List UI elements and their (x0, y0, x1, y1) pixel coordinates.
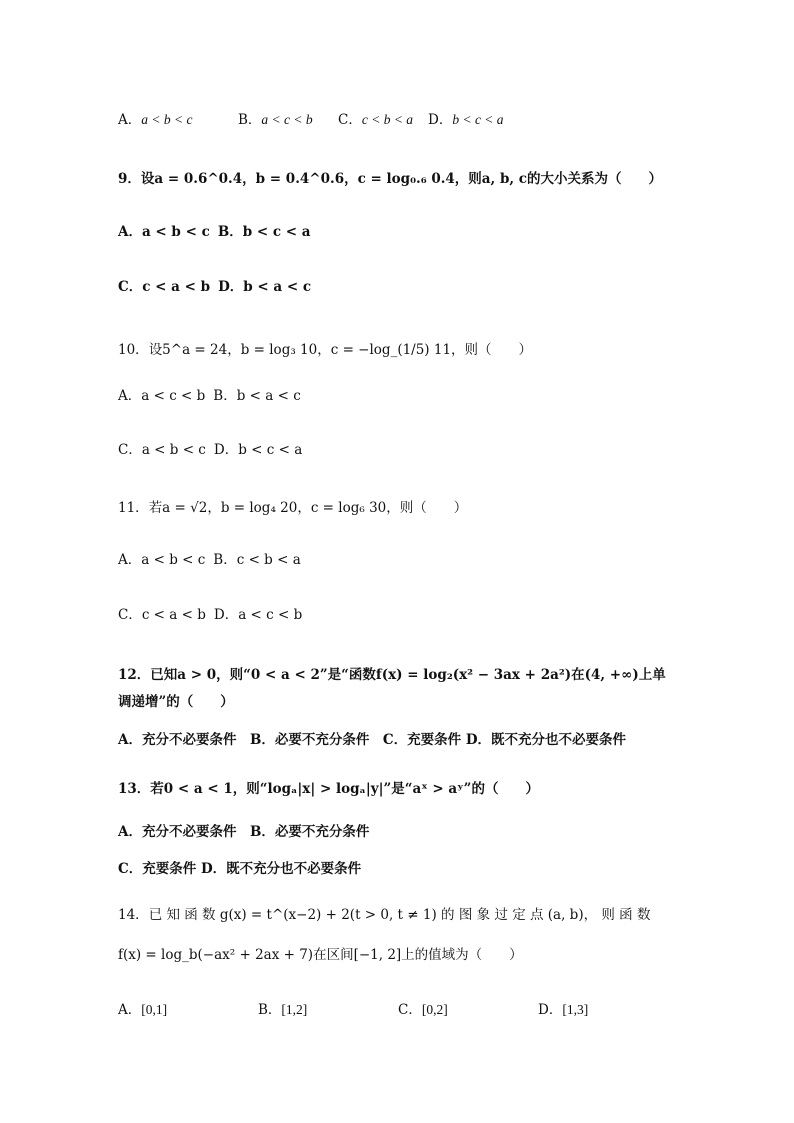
question-12-continued (118, 690, 234, 710)
question-text: 已知a > 0，则“0 < a < 2”是“函数f(x) = log₂(x² − 3ax + 2a²)在(4, +∞)上单 (150, 667, 666, 683)
q14-option-b (258, 998, 307, 1018)
q9-options-row-1 (118, 220, 311, 240)
option-math: [1,2] (281, 1002, 308, 1017)
option-label: A． (118, 1002, 142, 1018)
q14-option-c (398, 998, 448, 1018)
option-label: C． (338, 112, 362, 128)
question-13 (118, 777, 539, 797)
question-text: 设a = 0.6^0.4，b = 0.4^0.6，c = log₀.₆ 0.4，则a, b, c的大小关系为（ ） (140, 171, 663, 187)
q13-options-row-2 (118, 857, 361, 877)
q10-options-row-2 (118, 438, 302, 458)
question-number: 10． (118, 342, 149, 358)
option-c: C．a < b < c (118, 442, 206, 458)
options-text: C．充要条件 D．既不充分也不必要条件 (118, 861, 362, 877)
option-math: [0,2] (421, 1002, 448, 1017)
question-14-continued (118, 943, 523, 963)
question-14 (118, 903, 650, 923)
question-number: 14． (118, 907, 149, 923)
option-math: a < c < b (261, 112, 313, 127)
option-label: A． (118, 112, 142, 128)
option-label: B． (238, 112, 262, 128)
question-9 (118, 167, 662, 187)
option-a: A．a < b < c (118, 224, 210, 240)
option-math: a < b < c (141, 112, 193, 127)
question-text: 若a = √2，b = log₄ 20，c = log₆ 30，则（ ） (148, 500, 468, 516)
option-d: D．b < c < a (213, 442, 303, 458)
question-text: 若0 < a < 1，则“logₐ|x| > logₐ|y|”是“aˣ > aʸ”的（ ） (150, 781, 539, 797)
q11-options-row-1 (118, 548, 301, 568)
q11-options-row-2 (118, 603, 302, 623)
question-text: 设5^a = 24，b = log₃ 10，c = −log_(1/5) 11，则（ ） (148, 342, 533, 358)
question-number: 13． (118, 781, 151, 797)
question-11 (118, 496, 467, 516)
question-text: 调递增”的（ ） (118, 694, 234, 710)
option-d: D．b < a < c (218, 279, 312, 295)
option-label: B． (258, 1002, 282, 1018)
question-12 (118, 663, 666, 683)
q10-options-row-1 (118, 384, 301, 404)
q8-option-d (428, 108, 504, 128)
option-a: A．a < c < b (118, 388, 206, 404)
question-number: 11． (118, 500, 149, 516)
option-d: D．a < c < b (213, 607, 303, 623)
options-text: A．充分不必要条件 B．必要不充分条件 (118, 824, 370, 840)
option-math: [0,1] (141, 1002, 168, 1017)
question-10 (118, 338, 532, 358)
options-text: A．充分不必要条件 B．必要不充分条件 C．充要条件 D．既不充分也不必要条件 (118, 732, 627, 748)
option-math: [1,3] (562, 1002, 589, 1017)
option-c: C．c < a < b (118, 279, 211, 295)
option-b: B．b < a < c (213, 388, 301, 404)
q8-option-a (118, 108, 192, 128)
q13-options-row-1 (118, 820, 369, 840)
question-text: 已 知 函 数 g(x) = t^(x−2) + 2(t > 0, t ≠ 1) 的 图 象 过 定 点 (a, b)， 则 函 数 (148, 907, 651, 923)
q9-options-row-2 (118, 275, 311, 295)
q8-option-c (338, 108, 413, 128)
option-c: C．c < a < b (118, 607, 206, 623)
question-text: f(x) = log_b(−ax² + 2ax + 7)在区间[−1, 2]上的值域为（ ） (118, 947, 523, 963)
q14-option-a (118, 998, 167, 1018)
option-b: B．c < b < a (213, 552, 301, 568)
question-number: 12． (118, 667, 151, 683)
option-label: D． (428, 112, 453, 128)
question-number: 9． (118, 171, 141, 187)
option-label: C． (398, 1002, 422, 1018)
q14-option-d (538, 998, 588, 1018)
option-b: B．b < c < a (217, 224, 311, 240)
option-math: c < b < a (361, 112, 414, 127)
option-label: D． (538, 1002, 563, 1018)
option-math: b < c < a (452, 112, 504, 127)
option-a: A．a < b < c (118, 552, 206, 568)
q12-options (118, 728, 626, 748)
q8-option-b (238, 108, 313, 128)
